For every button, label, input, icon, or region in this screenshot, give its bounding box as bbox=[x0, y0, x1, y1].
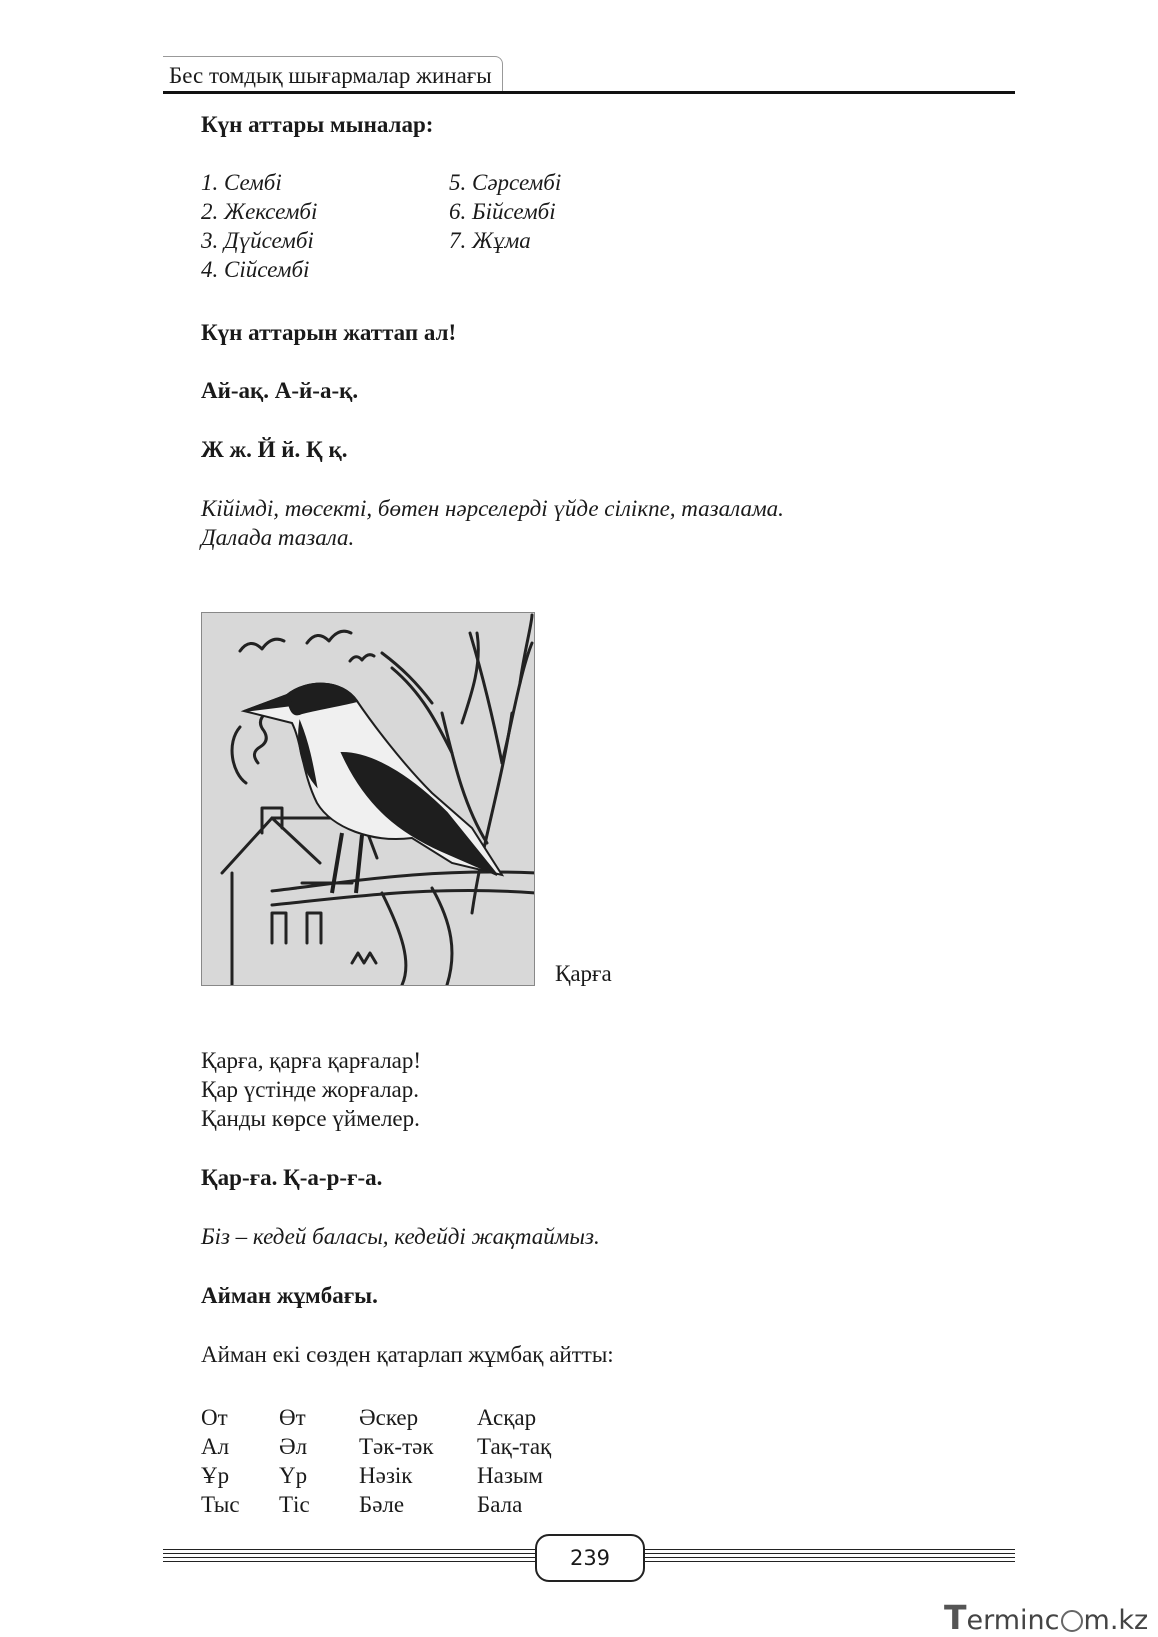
page-footer bbox=[163, 1534, 1015, 1586]
riddle-cell: Өт bbox=[279, 1405, 306, 1430]
figure-caption: Қарға bbox=[555, 961, 612, 986]
advice-line-2: Далада тазала. bbox=[201, 525, 355, 550]
riddle-cell: Ал bbox=[201, 1434, 230, 1459]
day-item: 7. Жұма bbox=[449, 228, 531, 253]
day-item: 1. Сембі bbox=[201, 170, 282, 195]
riddle-cell: Бәле bbox=[359, 1492, 405, 1517]
footer-rule bbox=[641, 1561, 1015, 1562]
riddle-cell: Үр bbox=[279, 1463, 308, 1488]
days-column-2 bbox=[449, 168, 561, 255]
page-number: 239 bbox=[535, 1534, 645, 1582]
watermark-initial: T bbox=[944, 1598, 967, 1637]
days-heading: Күн аттары мыналар: bbox=[201, 112, 434, 137]
riddle-cell: Тақ-тақ bbox=[477, 1434, 552, 1459]
day-item: 6. Бійсембі bbox=[449, 199, 556, 224]
slogan: Біз – кедей баласы, кедейді жақтаймыз. bbox=[201, 1224, 600, 1249]
riddle-cell: Тыс bbox=[201, 1492, 240, 1517]
running-header bbox=[163, 56, 1015, 94]
riddle-cell: Тіс bbox=[279, 1492, 310, 1517]
footer-rule bbox=[163, 1553, 535, 1554]
riddle-cell: Нәзік bbox=[359, 1463, 413, 1488]
riddle-cell: Әл bbox=[279, 1434, 308, 1459]
poem-line: Қар үстінде жорғалар. bbox=[201, 1077, 420, 1102]
riddle-cell: От bbox=[201, 1405, 228, 1430]
memorize-instruction: Күн аттарын жаттап ал! bbox=[201, 320, 457, 345]
day-item: 2. Жексембі bbox=[201, 199, 318, 224]
advice-line-1: Кійімді, төсекті, бөтен нәрселерді үйде сілікпе, тазалама. bbox=[201, 496, 784, 521]
running-title: Бес томдық шығармалар жинағы bbox=[163, 56, 503, 91]
site-watermark bbox=[944, 1598, 1149, 1637]
footer-rule bbox=[163, 1557, 535, 1558]
day-item: 3. Дүйсембі bbox=[201, 228, 314, 253]
letters-line: Ж ж. Й й. Қ қ. bbox=[201, 437, 348, 462]
magnifier-icon bbox=[1061, 1610, 1083, 1632]
poem-line: Қанды көрсе үймелер. bbox=[201, 1106, 420, 1131]
watermark-text-2: m.kz bbox=[1083, 1605, 1149, 1636]
riddle-cell: Тәк-тәк bbox=[359, 1434, 434, 1459]
riddle-cell: Асқар bbox=[477, 1405, 537, 1430]
riddle-cell: Әскер bbox=[359, 1405, 419, 1430]
day-item: 4. Сійсембі bbox=[201, 257, 310, 282]
riddle-intro: Айман екі сөзден қатарлап жұмбақ айтты: bbox=[201, 1342, 614, 1367]
header-rule bbox=[163, 91, 1015, 94]
days-column-1 bbox=[201, 168, 317, 284]
footer-rule bbox=[641, 1557, 1015, 1558]
footer-rule bbox=[163, 1561, 535, 1562]
footer-rule bbox=[163, 1549, 535, 1550]
riddle-heading: Айман жұмбағы. bbox=[201, 1283, 378, 1308]
poem-line: Қарға, қарға қарғалар! bbox=[201, 1048, 422, 1073]
syllable-line-2: Қар-ға. Қ-а-р-ғ-а. bbox=[201, 1165, 383, 1190]
syllable-line-1: Ай-ақ. А-й-а-қ. bbox=[201, 378, 359, 403]
footer-rule bbox=[641, 1553, 1015, 1554]
watermark-text-1: erminc bbox=[966, 1605, 1060, 1636]
riddle-cell: Бала bbox=[477, 1492, 523, 1517]
riddle-cell: Назым bbox=[477, 1463, 543, 1488]
riddle-cell: Ұр bbox=[201, 1463, 230, 1488]
crow-illustration bbox=[201, 612, 535, 986]
day-item: 5. Сәрсембі bbox=[449, 170, 562, 195]
footer-rule bbox=[641, 1549, 1015, 1550]
